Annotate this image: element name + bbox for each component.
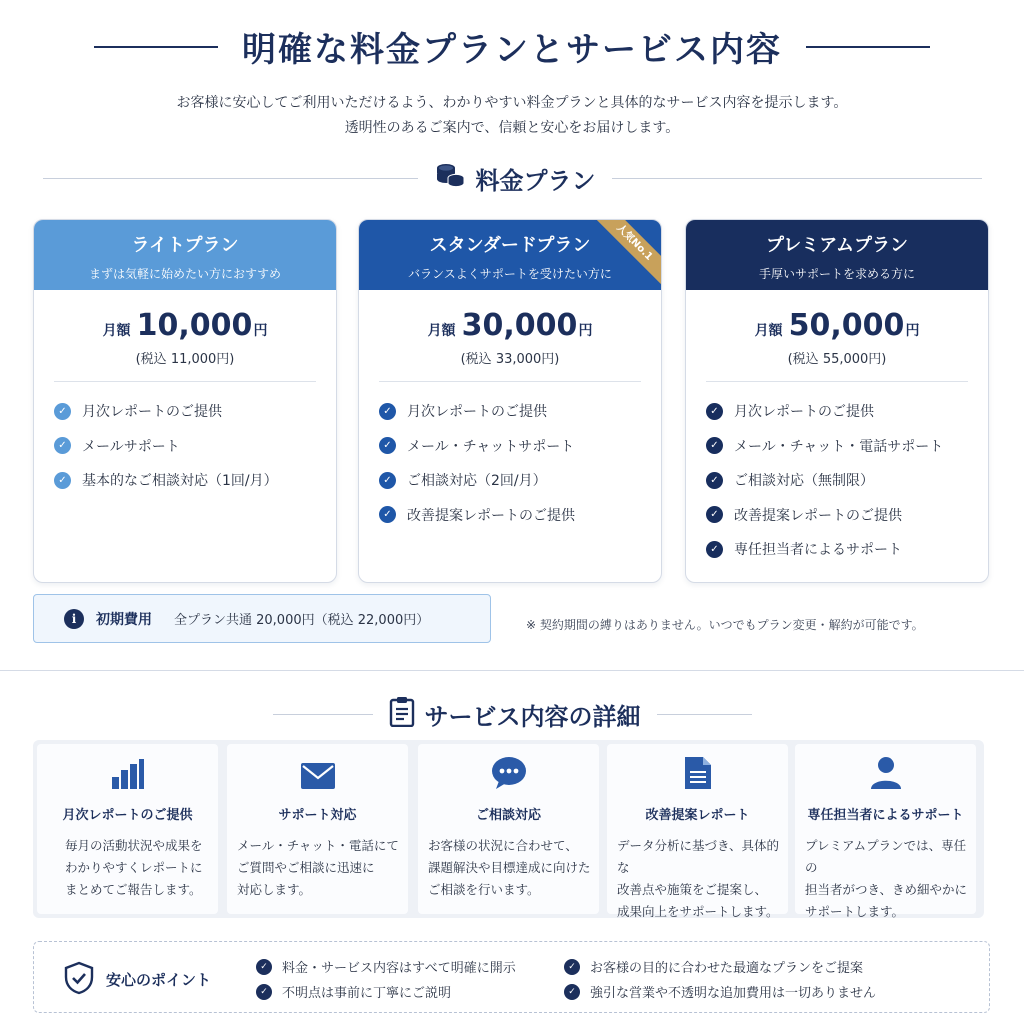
person-icon [795,756,976,790]
price-tax-included: (税込 11,000円) [135,352,235,367]
assurance-point [256,957,516,976]
assurance-point-text: 強引な営業や不透明な追加費用は一切ありません [590,986,877,1001]
title-divider-left [94,46,218,48]
feature-list [359,394,661,532]
card-divider [54,381,316,382]
service-card-support [227,744,408,914]
plan-header [686,220,988,290]
services-section-heading [0,695,1024,733]
service-description: 毎月の活動状況や成果を わかりやすくレポートに まとめてご報告します。 [65,838,203,897]
clipboard-icon [389,695,415,733]
heading-rule-right [657,714,752,715]
plan-card-light[interactable] [33,219,337,583]
coins-icon [434,160,466,196]
plan-card-standard[interactable] [358,219,662,583]
price-prefix: 月額 [102,323,131,339]
initial-fee-detail: 全プラン共通 20,000円（税込 22,000円） [174,613,430,628]
feature-item [706,429,988,464]
price-amount: 10,000 [136,308,253,343]
check-icon: ✓ [706,472,723,489]
assurance-title: 安心のポイント [106,971,212,989]
price-amount: 50,000 [788,308,905,343]
service-card-improvement-report [607,744,788,919]
intro-line-2: 透明性のあるご案内で、信頼と安心をお届けします。 [344,120,680,136]
feature-item [54,463,336,498]
service-title: 月次レポートのご提供 [62,808,193,823]
plan-header [34,220,336,290]
card-divider [379,381,641,382]
feature-item [706,532,988,567]
price-currency: 円 [253,323,268,339]
heading-rule-left [43,178,418,179]
assurance-point-text: 料金・サービス内容はすべて明確に開示 [282,961,516,976]
initial-fee-box [33,594,491,643]
service-card-dedicated-support [795,744,976,919]
plan-name: スタンダードプラン [429,235,591,256]
check-icon: ✓ [706,403,723,420]
pricing-heading-text: 料金プラン [475,165,596,195]
price-currency: 円 [578,323,593,339]
feature-item [379,498,661,533]
popular-ribbon [592,219,662,289]
assurance-point-text: 不明点は事前に丁寧にご説明 [282,986,452,1001]
plan-name: プレミアムプラン [765,235,909,256]
service-description: お客様の状況に合わせて、 課題解決や目標達成に向けた ご相談を行います。 [428,838,591,897]
heading-rule-right [612,178,982,179]
price-tax-included: (税込 55,000円) [787,352,887,367]
plan-card-premium[interactable] [685,219,989,583]
check-icon: ✓ [706,437,723,454]
services-panel [33,740,984,918]
assurance-point-text: お客様の目的に合わせた最適なプランをご提案 [590,961,864,976]
plan-subtitle: まずは気軽に始めたい方におすすめ [88,267,282,281]
card-divider [706,381,968,382]
feature-text: メール・チャットサポート [407,438,575,455]
feature-item [379,394,661,429]
contract-note: ※ 契約期間の縛りはありません。いつでもプラン変更・解約が可能です。 [526,618,924,632]
service-card-monthly-report [37,744,218,914]
services-heading-text: サービス内容の詳細 [424,701,641,731]
feature-text: 月次レポートのご提供 [82,404,222,421]
service-title: ご相談対応 [475,808,541,823]
pricing-section-heading [0,160,1024,196]
shield-check-icon [64,961,94,999]
feature-item [54,394,336,429]
plan-price [686,308,988,343]
plan-name: ライトプラン [131,235,239,256]
feature-text: 月次レポートのご提供 [734,404,874,421]
page-header [0,22,1024,141]
plan-subtitle: 手厚いサポートを求める方に [758,267,915,281]
price-amount: 30,000 [461,308,578,343]
feature-list [34,394,336,498]
feature-item [706,498,988,533]
info-icon: i [64,609,84,629]
service-description: データ分析に基づき、具体的な 改善点や施策をご提案し、 成果向上をサポートします。 [617,838,780,919]
check-icon: ✓ [54,472,71,489]
assurance-point [564,982,876,1001]
envelope-icon [227,756,408,790]
feature-item [379,429,661,464]
section-separator [0,670,1024,671]
plan-price [34,308,336,343]
check-icon: ✓ [256,959,272,975]
check-icon: ✓ [54,437,71,454]
price-tax-included: (税込 33,000円) [460,352,560,367]
check-icon: ✓ [564,984,580,1000]
assurance-box [33,941,990,1013]
page-title: 明確な料金プランとサービス内容 [242,30,782,70]
popular-badge: 人気No.1 [592,219,662,285]
chat-bubble-icon [418,756,599,790]
plan-subtitle: バランスよくサポートを受けたい方に [408,267,612,281]
title-divider-right [806,46,930,48]
feature-text: 改善提案レポートのご提供 [734,507,902,524]
service-description: プレミアムプランでは、専任の 担当者がつき、きめ細やかに サポートします。 [805,838,968,919]
check-icon: ✓ [256,984,272,1000]
intro-line-1: お客様に安心してご利用いただけるよう、わかりやすい料金プランと具体的なサービス内容を提示します。 [176,95,848,111]
plan-price [359,308,661,343]
service-title: 改善提案レポート [645,808,750,823]
check-icon: ✓ [379,506,396,523]
feature-text: メール・チャット・電話サポート [734,438,944,455]
feature-list [686,394,988,567]
check-icon: ✓ [706,541,723,558]
heading-rule-left [273,714,373,715]
check-icon: ✓ [379,403,396,420]
price-currency: 円 [905,323,920,339]
feature-text: 改善提案レポートのご提供 [407,507,575,524]
price-prefix: 月額 [754,323,783,339]
check-icon: ✓ [379,437,396,454]
feature-text: ご相談対応（無制限） [734,473,874,490]
assurance-point [256,982,451,1001]
check-icon: ✓ [706,506,723,523]
service-title: サポート対応 [278,808,357,823]
bar-chart-icon [37,756,218,790]
intro-text [0,91,1024,141]
initial-fee-label: 初期費用 [96,611,152,628]
price-prefix: 月額 [427,323,456,339]
feature-item [379,463,661,498]
feature-item [54,429,336,464]
service-title: 専任担当者によるサポート [807,808,964,823]
document-icon [607,756,788,790]
feature-text: メールサポート [82,438,180,455]
feature-item [706,463,988,498]
assurance-point [564,957,863,976]
check-icon: ✓ [379,472,396,489]
check-icon: ✓ [54,403,71,420]
service-card-consultation [418,744,599,914]
check-icon: ✓ [564,959,580,975]
feature-item [706,394,988,429]
feature-text: 月次レポートのご提供 [407,404,547,421]
service-description: メール・チャット・電話にて ご質問やご相談に迅速に 対応します。 [237,838,399,897]
feature-text: 専任担当者によるサポート [734,542,902,559]
feature-text: 基本的なご相談対応（1回/月） [82,473,278,490]
feature-text: ご相談対応（2回/月） [407,473,547,490]
